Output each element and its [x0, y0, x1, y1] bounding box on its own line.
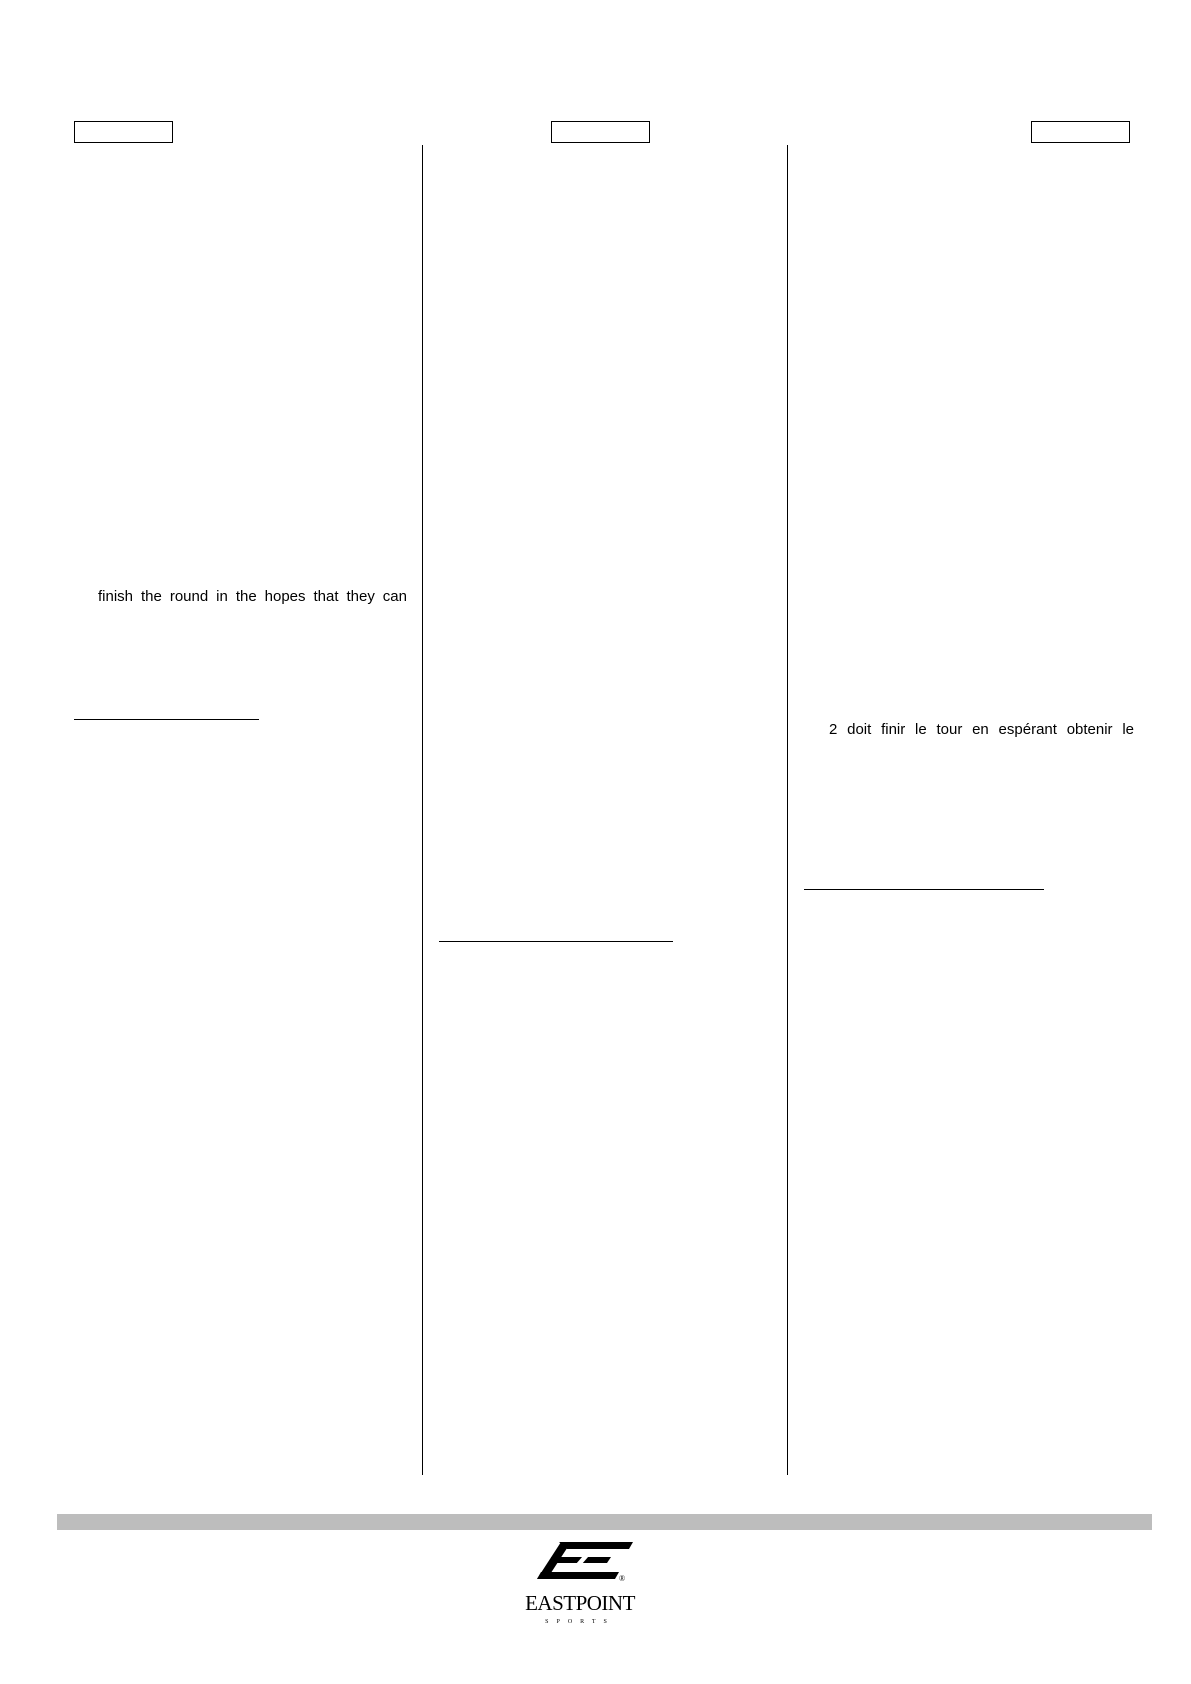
french-section-rule — [804, 889, 1044, 890]
middle-section-rule — [439, 941, 673, 942]
sports-tagline: SPORTS — [545, 1619, 615, 1625]
column-label-box-right — [1031, 121, 1130, 143]
column-label-box-left — [74, 121, 173, 143]
column-label-box-center — [551, 121, 650, 143]
english-section-rule — [74, 719, 259, 720]
svg-text:®: ® — [619, 1574, 626, 1583]
eastpoint-sports-logo — [515, 1538, 645, 1626]
column-divider-right — [787, 145, 788, 1475]
eastpoint-wordmark: EASTPOINT — [525, 1591, 635, 1615]
column-divider-left — [422, 145, 423, 1475]
footer-bar — [57, 1514, 1152, 1530]
french-body-line: 2 doit finir le tour en espérant obtenir le — [829, 721, 1134, 738]
english-body-line: finish the round in the hopes that they can — [98, 588, 407, 605]
